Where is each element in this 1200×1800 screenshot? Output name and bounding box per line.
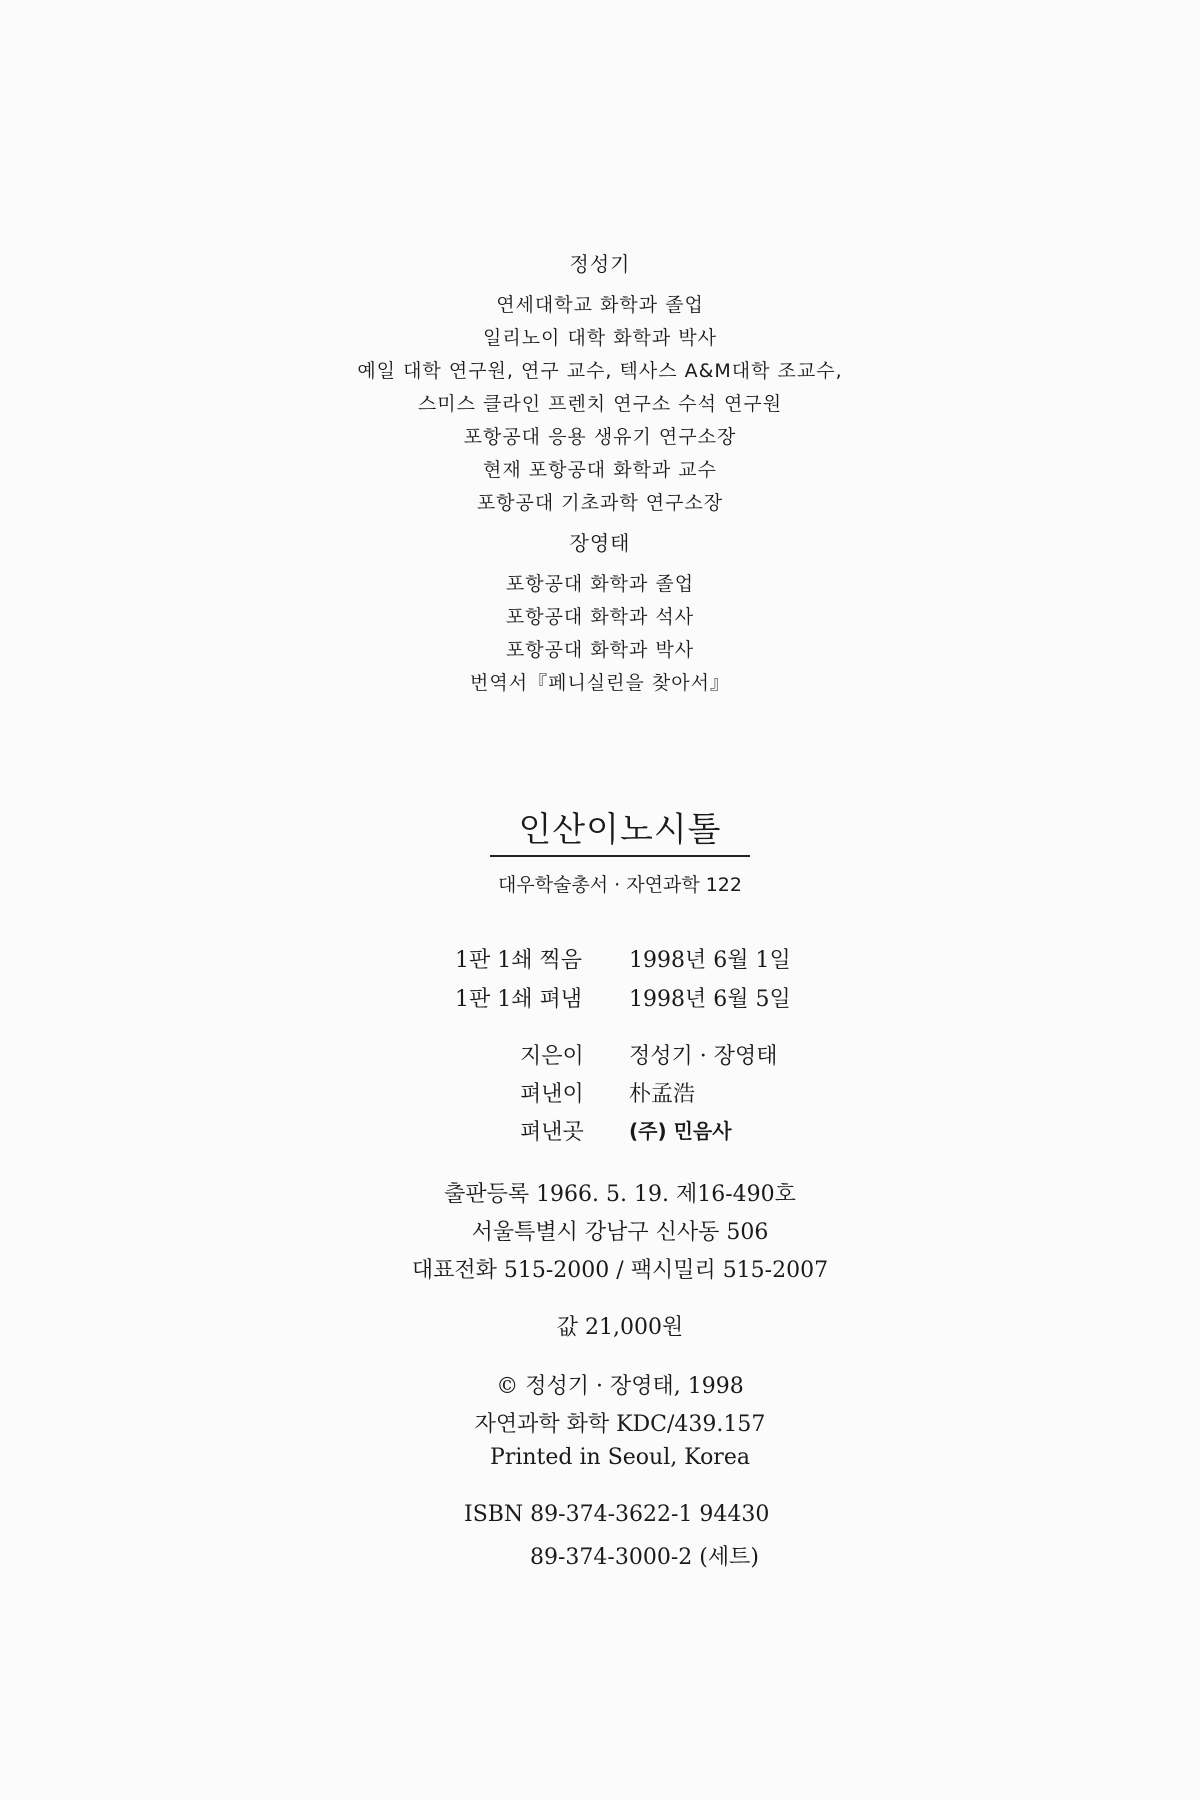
author1-line: 일리노이 대학 화학과 박사 — [482, 327, 717, 349]
author2-line: 포항공대 화학과 박사 — [505, 639, 695, 661]
author1-line: 포항공대 응용 생유기 연구소장 — [463, 426, 737, 448]
title-divider — [490, 855, 750, 857]
author2-line: 포항공대 화학과 졸업 — [505, 573, 695, 595]
house-label: 펴낸곳 — [520, 1120, 584, 1145]
copyright-line: © 정성기 · 장영태, 1998 — [496, 1374, 744, 1399]
author2-name: 장영태 — [569, 531, 631, 555]
book-title: 인산이노시톨 — [518, 810, 722, 850]
price-line: 값 21,000원 — [556, 1315, 684, 1340]
print-date: 1998년 6월 1일 — [629, 948, 791, 973]
author2-line: 번역서『페니실린을 찾아서』 — [470, 672, 730, 694]
author2-line: 포항공대 화학과 석사 — [505, 606, 695, 628]
publisher-value: 朴孟浩 — [629, 1082, 696, 1107]
author1-line: 포항공대 기초과학 연구소장 — [476, 492, 724, 514]
author2-bio — [0, 527, 1200, 700]
author1-line: 연세대학교 화학과 졸업 — [496, 294, 704, 316]
publisher-label: 펴낸이 — [520, 1082, 584, 1107]
publish-label: 1판 1쇄 펴냄 — [455, 987, 582, 1012]
author-label: 지은이 — [520, 1044, 584, 1069]
phone-line: 대표전화 515-2000 / 팩시밀리 515-2007 — [411, 1258, 829, 1283]
isbn-line: ISBN 89-374-3622-1 94430 — [464, 1502, 770, 1527]
publish-date: 1998년 6월 5일 — [629, 987, 791, 1012]
author-value: 정성기 · 장영태 — [629, 1044, 778, 1069]
series-name: 대우학술총서 · 자연과학 122 — [498, 874, 742, 896]
registration-line: 출판등록 1966. 5. 19. 제16-490호 — [444, 1182, 796, 1207]
print-label: 1판 1쇄 찍음 — [455, 948, 582, 973]
author1-bio — [0, 248, 1200, 520]
isbn-set-line: 89-374-3000-2 (세트) — [530, 1545, 759, 1570]
classification-line: 자연과학 화학 KDC/439.157 — [474, 1412, 766, 1437]
house-value: (주) 민음사 — [629, 1119, 732, 1143]
author1-line: 예일 대학 연구원, 연구 교수, 텍사스 A&M대학 조교수, — [357, 360, 843, 382]
author1-line: 스미스 클라인 프렌치 연구소 수석 연구원 — [417, 393, 783, 415]
printed-in-line: Printed in Seoul, Korea — [490, 1445, 750, 1470]
address-line: 서울특별시 강남구 신사동 506 — [471, 1220, 769, 1245]
author1-name: 정성기 — [569, 252, 631, 276]
author1-line: 현재 포항공대 화학과 교수 — [482, 459, 717, 481]
